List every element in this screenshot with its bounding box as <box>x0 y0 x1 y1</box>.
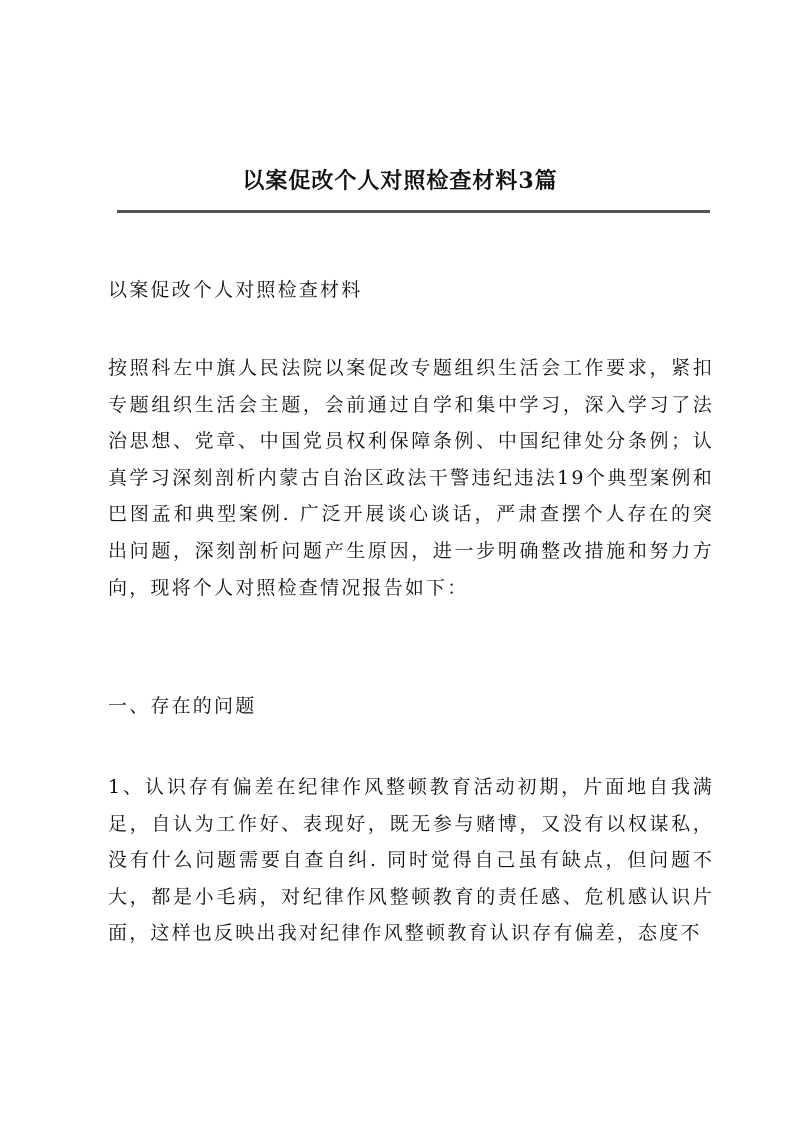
item-1-paragraph: 1、认识存有偏差在纪律作风整顿教育活动初期，片面地自我满足，自认为工作好、表现好，既无参与赌博，又没有以权谋私，没有什么问题需要自查自纠. 同时觉得自己虽有缺点，但问题不大，都是小毛病，对纪律作风整顿教育的责任感、危机感认识片面，这样也反映出我对纪律作风整顿教育认识存有偏差，态度不 <box>108 776 714 945</box>
document-subtitle: 以案促改个人对照检查材料 <box>108 279 363 301</box>
document-title: 以案促改个人对照检查材料3篇 <box>242 168 558 194</box>
intro-paragraph: 按照科左中旗人民法院以案促改专题组织生活会工作要求，紧扣专题组织生活会主题，会前通过自学和集中学习，深入学习了法治思想、党章、中国党员权利保障条例、中国纪律处分条例；认真学习深刻剖析内蒙古自治区政法干警违纪违法19个典型案例和巴图孟和典型案例. 广泛开展谈心谈话，严肃查摆个人存在的突出问题，深刻剖析问题产生原因，进一步明确整改措施和努力方向，现将个人对照检查情况报告如下： <box>108 357 714 599</box>
section-heading: 一、存在的问题 <box>108 695 257 717</box>
title-underline-divider <box>117 210 710 213</box>
